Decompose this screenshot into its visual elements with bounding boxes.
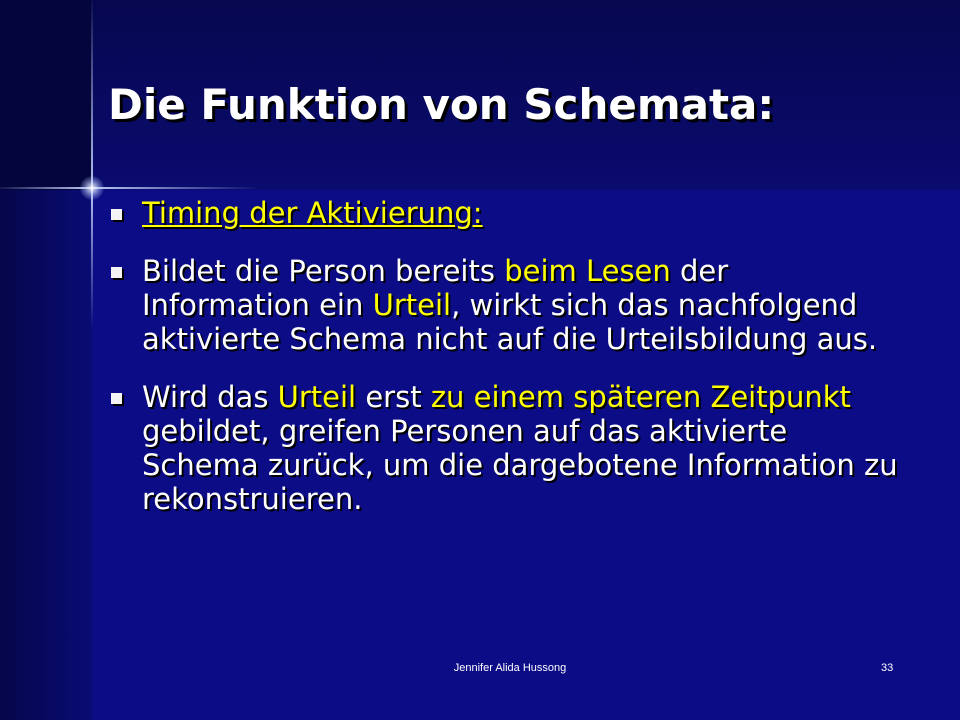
page-number: 33: [881, 662, 894, 674]
corner-band: [0, 0, 92, 190]
square-bullet-icon: [111, 209, 122, 220]
square-bullet-icon: [111, 393, 122, 404]
bullet-item-timing: [108, 196, 898, 230]
light-flare-glow: [80, 176, 104, 200]
bullet-text: der Information ein: [142, 254, 729, 322]
bullet-list: [108, 196, 898, 540]
square-bullet-icon: [111, 267, 122, 278]
highlight-text: beim Lesen: [504, 254, 671, 288]
light-flare-vertical: [91, 0, 93, 330]
bullet-text: , wirkt sich das nachfolgend aktivierte Schema nicht auf die Urteilsbildung aus.: [142, 288, 878, 356]
light-flare-horizontal: [0, 187, 260, 189]
bullet-item-reading: [108, 254, 898, 356]
bullet-item-later: [108, 380, 898, 516]
bullet-text: erst: [356, 380, 431, 414]
highlight-text: Urteil: [372, 288, 452, 322]
timing-link[interactable]: Timing der Aktivierung:: [142, 196, 483, 230]
footer-author: Jennifer Alida Hussong: [453, 662, 567, 674]
highlight-text: Urteil: [277, 380, 357, 414]
highlight-text: zu einem späteren Zeitpunkt: [430, 380, 851, 414]
bullet-text: Wird das: [142, 380, 278, 414]
bullet-text: gebildet, greifen Personen auf das aktivierte Schema zurück, um die dargebotene Information zu rekonstruieren.: [142, 414, 898, 516]
slide-title: Die Funktion von Schemata:: [108, 80, 775, 129]
bullet-text: Bildet die Person bereits: [142, 254, 505, 288]
